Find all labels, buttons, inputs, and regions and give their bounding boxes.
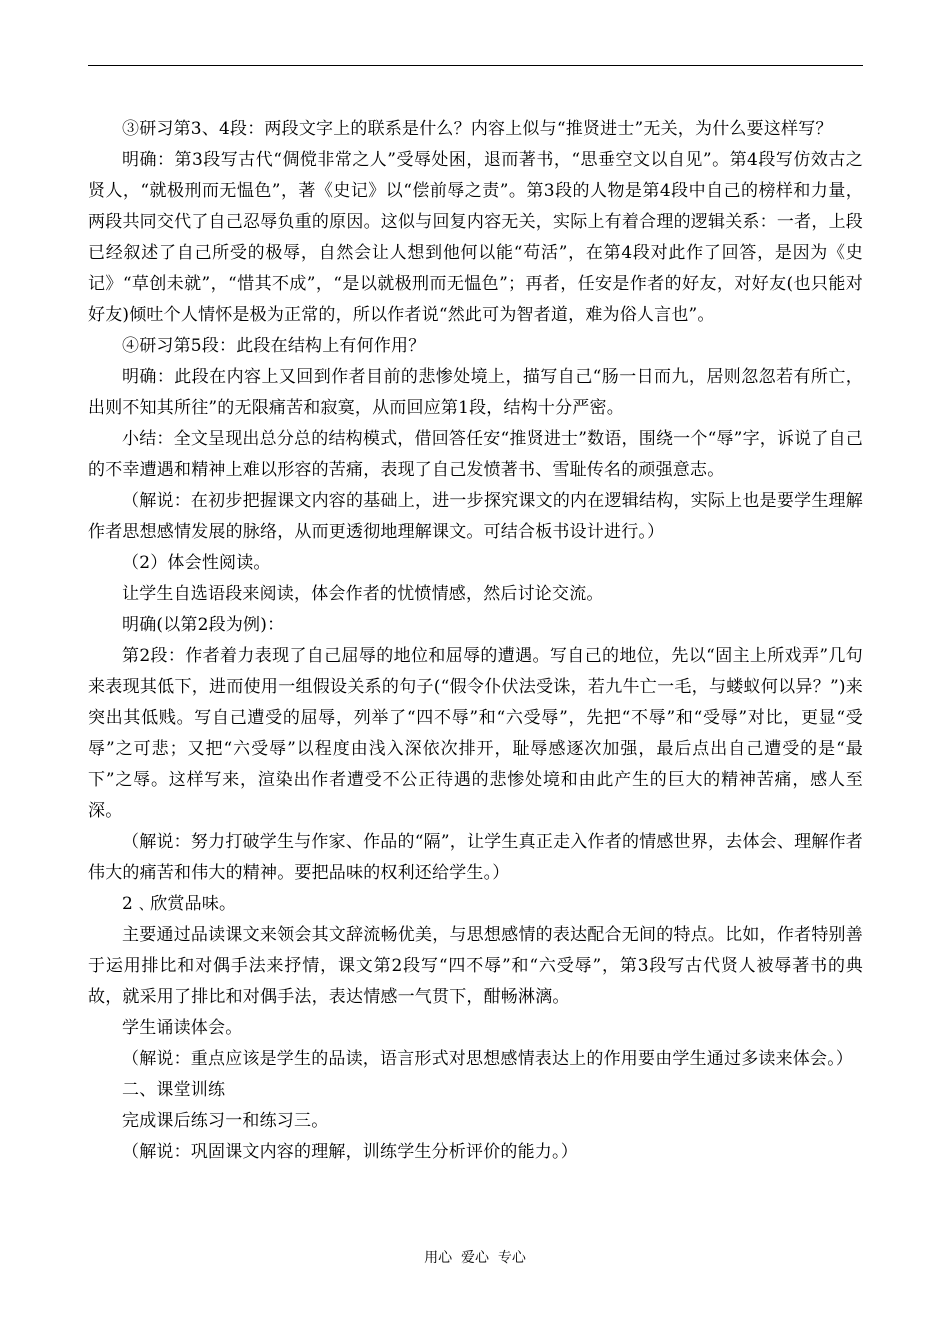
note-reading: （解说：重点应该是学生的品读，语言形式对思想感情表达上的作用要由学生通过多读来体会。） bbox=[122, 1049, 854, 1069]
answer-3-4: 明确：第3段写古代“倜傥非常之人”受辱处困，退而著书，“思垂空文以自见”。第4段写仿效古之贤人，“就极刑而无愠色”，著《史记》以“偿前辱之责”。第3段的人物是第4段中自己的榜样和力量，两段共同交代了自己忍辱负重的原因。这似与回复内容无关，实际上有着合理的逻辑关系：一者，上段已经叙述了自己所受的极辱，自然会让人想到他何以能“苟活”，在第4段对此作了回答，是因为《史记》“草创未就”，“惜其不成”，“是以就极刑而无愠色”；再者，任安是作者的好友，对好友(也只能对好友)倾吐个人情怀是极为正常的，所以作者说“然此可为智者道，难为俗人言也”。 bbox=[88, 150, 863, 325]
section-experiential-reading: （2）体会性阅读。 bbox=[122, 553, 271, 573]
page-footer: 用心 爱心 专心 bbox=[424, 1250, 526, 1266]
question-3-4: ③研习第3、4段：两段文字上的联系是什么？内容上似与“推贤进士”无关，为什么要这样写？ bbox=[122, 119, 833, 139]
document-body bbox=[88, 114, 863, 1168]
exercise-instruction: 完成课后练习一和练习三。 bbox=[122, 1111, 329, 1131]
note-structure: （解说：在初步把握课文内容的基础上，进一步探究课文的内在逻辑结构，实际上也是要学生理解作者思想感情发展的脉络，从而更透彻地理解课文。可结合板书设计进行。） bbox=[88, 491, 863, 542]
header-rule bbox=[88, 65, 863, 66]
appreciation-body: 主要通过品读课文来领会其文辞流畅优美，与思想感情的表达配合无间的特点。比如，作者特别善于运用排比和对偶手法来抒情，课文第2段写“四不辱”和“六受辱”，第3段写古代贤人被辱著书的典故，就采用了排比和对偶手法，表达情感一气贯下，酣畅淋漓。 bbox=[88, 925, 863, 1007]
note-emotion: （解说：努力打破学生与作家、作品的“隔”，让学生真正走入作者的情感世界，去体会、理解作者伟大的痛苦和伟大的精神。要把品味的权利还给学生。） bbox=[88, 832, 863, 883]
instruction-self-select: 让学生自选语段来阅读，体会作者的忧愤情感，然后讨论交流。 bbox=[122, 584, 604, 604]
note-training: （解说：巩固课文内容的理解，训练学生分析评价的能力。） bbox=[122, 1142, 578, 1162]
question-5: ④研习第5段：此段在结构上有何作用？ bbox=[122, 336, 426, 356]
answer-example-heading: 明确(以第2段为例)： bbox=[122, 615, 285, 635]
summary: 小结：全文呈现出总分总的结构模式，借回答任安“推贤进士”数语，围绕一个“辱”字，诉说了自己的不幸遭遇和精神上难以形容的苦痛，表现了自己发愤著书、雪耻传名的顽强意志。 bbox=[88, 429, 863, 480]
paragraph-2-analysis: 第2段：作者着力表现了自己屈辱的地位和屈辱的遭遇。写自己的地位，先以“固主上所戏弄”几句来表现其低下，进而使用一组假设关系的句子(“假令仆伏法受诛，若九牛亡一毛，与蝼蚁何以异？”)来突出其低贱。写自己遭受的屈辱，列举了“四不辱”和“六受辱”，先把“不辱”和“受辱”对比，更显“受辱”之可悲；又把“六受辱”以程度由浅入深依次排开，耻辱感逐次加强，最后点出自己遭受的是“最下”之辱。这样写来，渲染出作者遭受不公正待遇的悲惨处境和由此产生的巨大的精神苦痛，感人至深。 bbox=[88, 646, 863, 821]
answer-5: 明确：此段在内容上又回到作者目前的悲惨处境上，描写自己“肠一日而九，居则忽忽若有所亡，出则不知其所往”的无限痛苦和寂寞，从而回应第1段，结构十分严密。 bbox=[88, 367, 863, 418]
section-classroom-training: 二、课堂训练 bbox=[122, 1080, 226, 1100]
student-recitation: 学生诵读体会。 bbox=[122, 1018, 243, 1038]
section-appreciation: 2﹑欣赏品味。 bbox=[122, 894, 237, 914]
